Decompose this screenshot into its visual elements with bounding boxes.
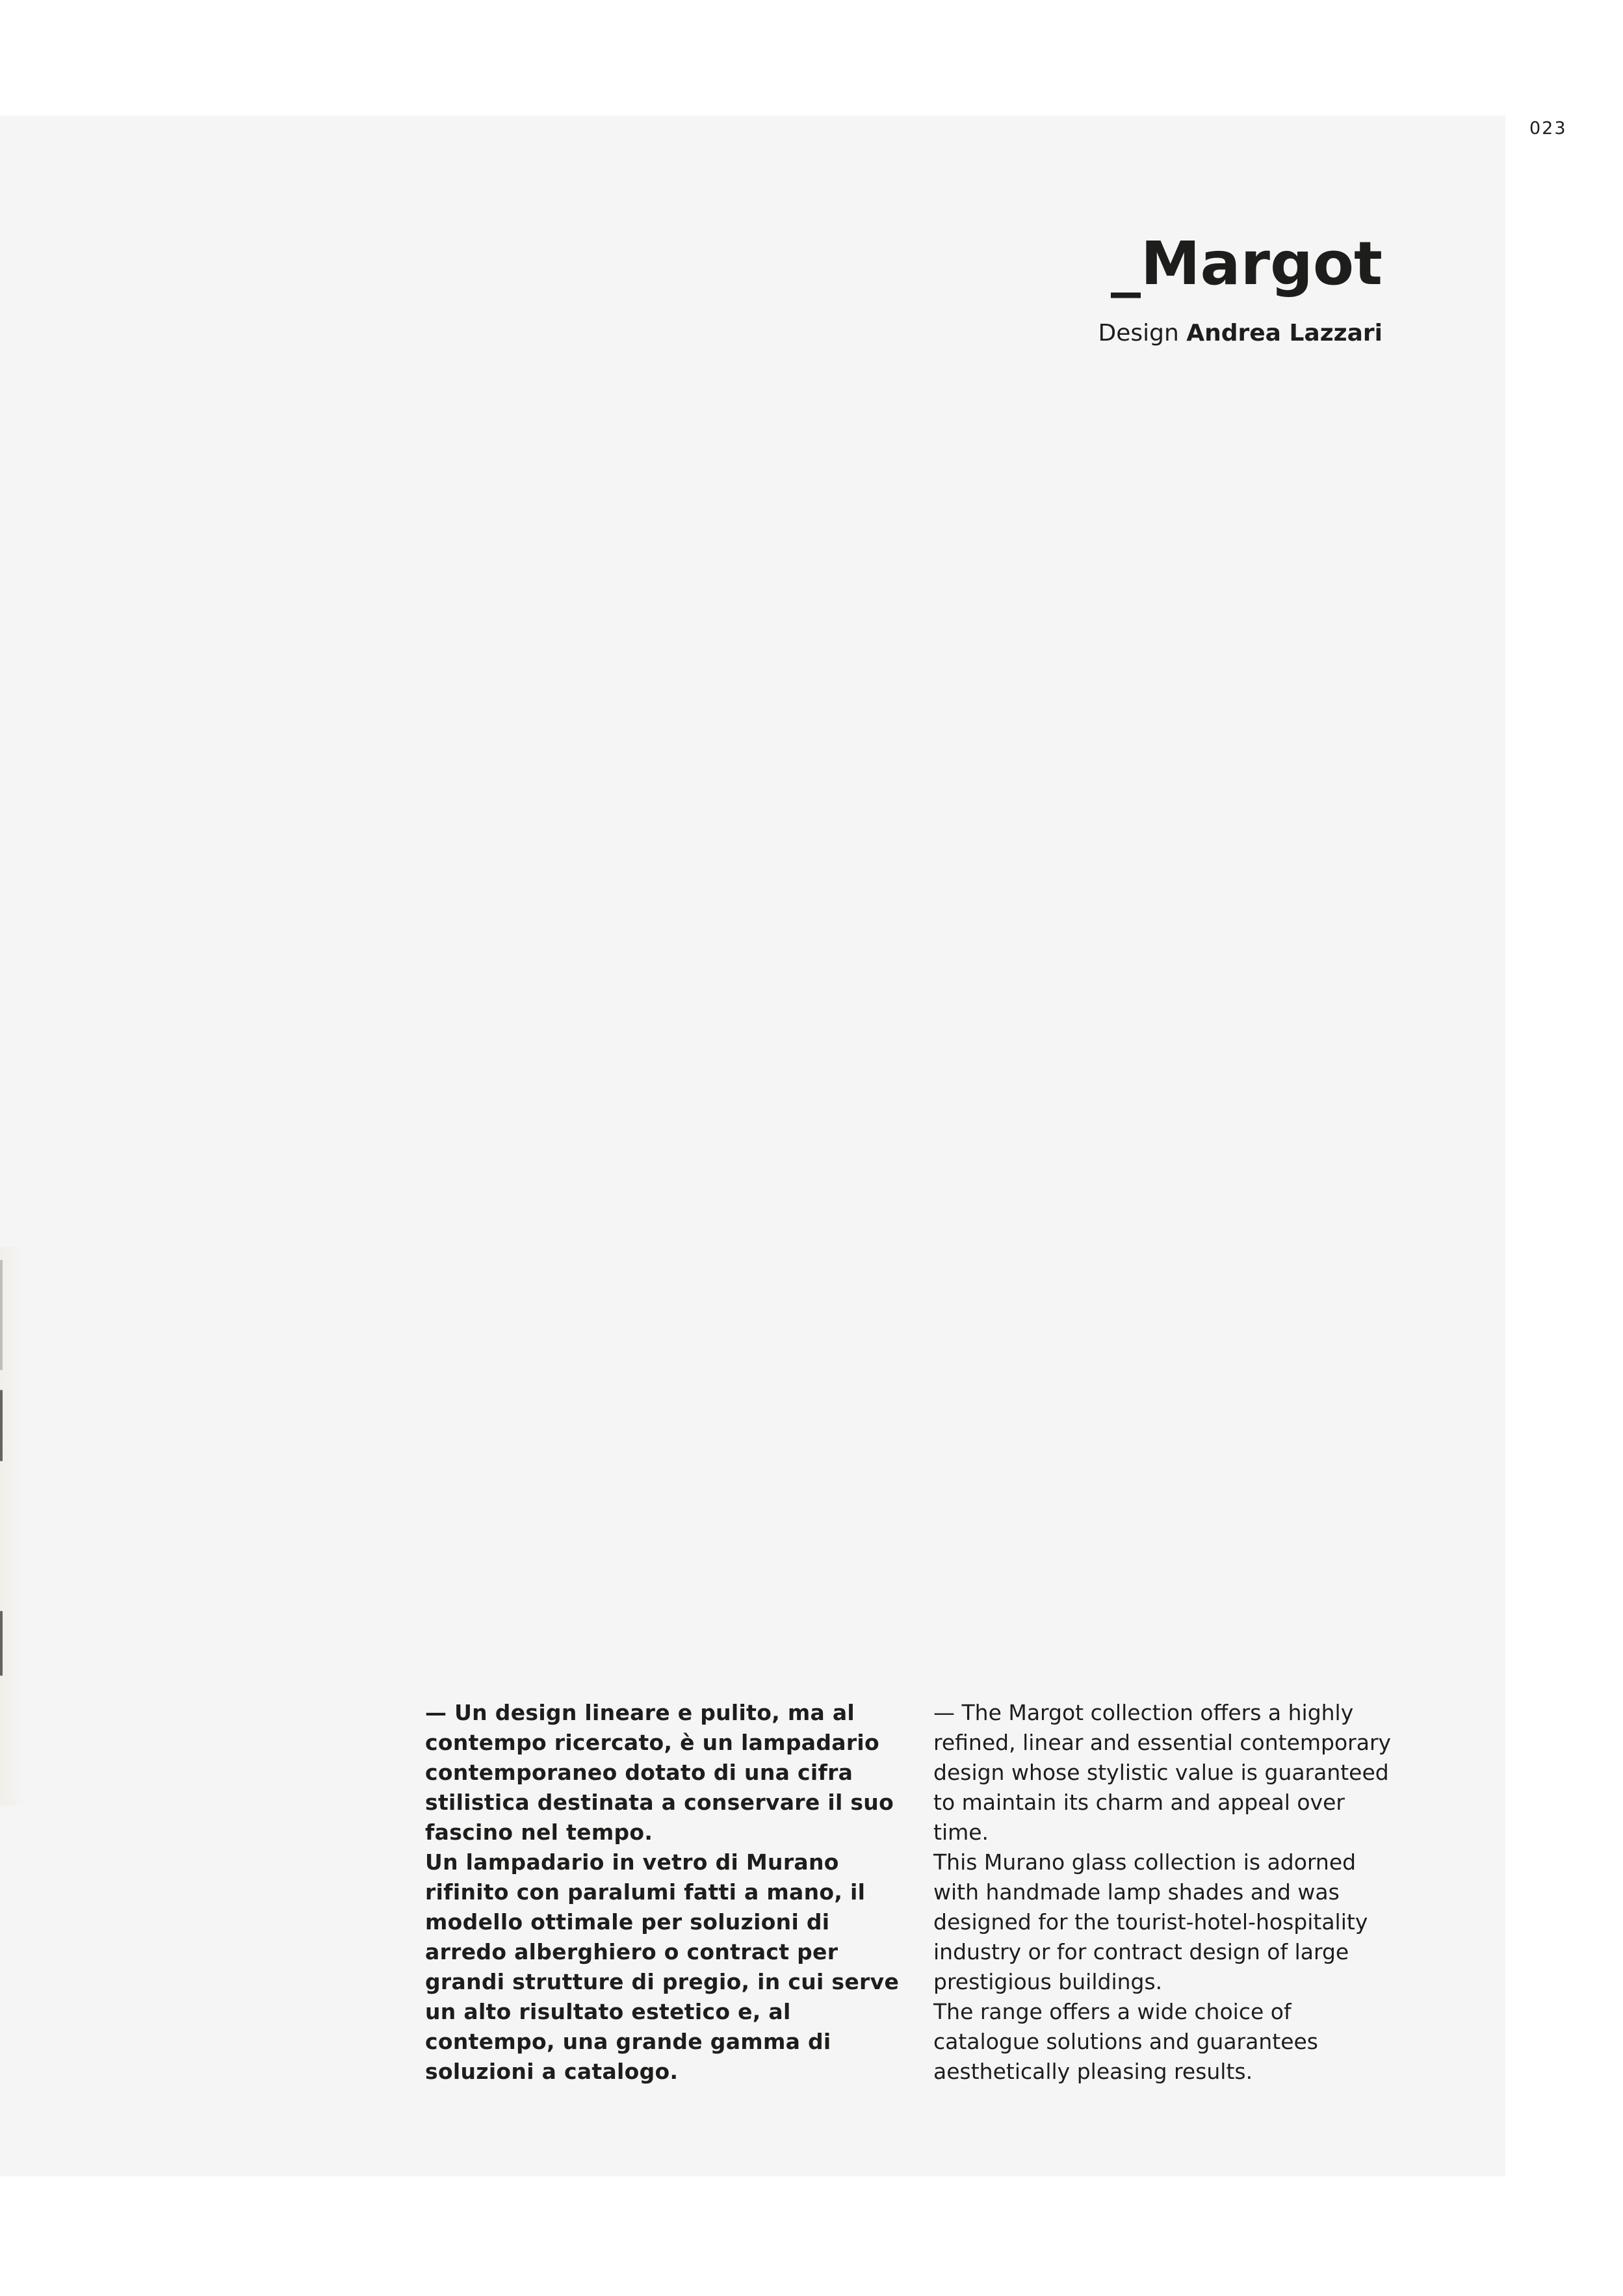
designer-credit xyxy=(1098,320,1383,346)
english-paragraph: — The Margot collection offers a highly refined, linear and essential contemporary design whose stylistic value is guaranteed to maintain its charm and appeal over time. xyxy=(933,1700,1392,1845)
image-edge-glow xyxy=(0,1247,26,1806)
product-title: _Margot xyxy=(1110,229,1383,298)
italian-paragraph: Un lampadario in vetro di Murano rifinito con paralumi fatti a mano, il modello ottimale per soluzioni di arredo alberghiero o contract per grandi strutture di pregio, in cui serve un alto risultato estetico e, al contempo, una grande gamma di soluzioni a catalogo. xyxy=(425,1849,900,2084)
english-paragraph: The range offers a wide choice of catalogue solutions and guarantees aesthetically pleasing results. xyxy=(933,1999,1319,2084)
description-english xyxy=(933,1698,1401,2087)
english-paragraph: This Murano glass collection is adorned with handmade lamp shades and was designed for the tourist-hotel-hospitality industry or for contract design of large prestigious buildings. xyxy=(933,1849,1368,1994)
page-number: 023 xyxy=(1529,118,1567,138)
image-edge-mark xyxy=(0,1390,3,1461)
designer-prefix: Design xyxy=(1098,320,1179,346)
designer-name: Andrea Lazzari xyxy=(1186,320,1383,346)
image-edge-mark xyxy=(0,1260,3,1370)
italian-paragraph: — Un design lineare e pulito, ma al contempo ricercato, è un lampadario contemporaneo dotato di una cifra stilistica destinata a conservare il suo fascino nel tempo. xyxy=(425,1700,894,1845)
description-italian xyxy=(425,1698,900,2087)
image-edge-mark xyxy=(0,1611,3,1676)
